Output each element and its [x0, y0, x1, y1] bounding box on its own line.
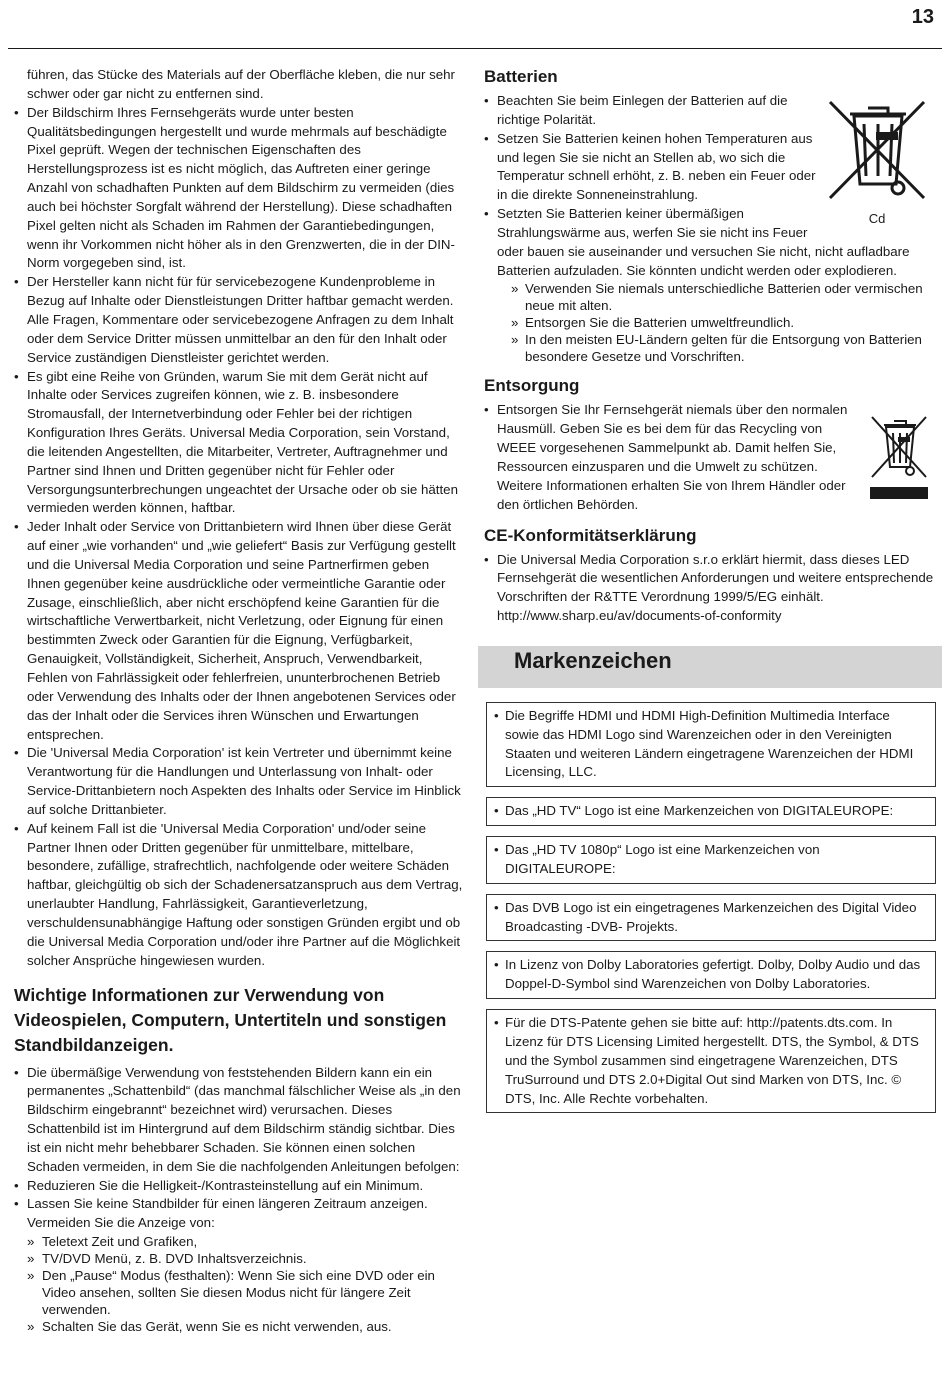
- trademark-box: • In Lizenz von Dolby Laboratories gefertigt. Dolby, Dolby Audio und das Doppel-D-Symbol sind Warenzeichen von Dolby Laboratories.: [486, 951, 936, 999]
- marken-heading: Markenzeichen: [514, 647, 672, 673]
- video-list: [14, 1064, 466, 1215]
- sub-list-item: » In den meisten EU-Ländern gelten für die Entsorgung von Batterien besondere Gesetze und Vorschriften.: [484, 331, 936, 365]
- header-rule: [8, 48, 942, 49]
- right-column: [484, 66, 936, 1123]
- trademark-box: • Das „HD TV“ Logo ist eine Markenzeichen von DIGITALEUROPE:: [486, 797, 936, 826]
- trademark-box: • Das „HD TV 1080p“ Logo ist eine Markenzeichen von DIGITALEUROPE:: [486, 836, 936, 884]
- ce-list: [484, 551, 936, 626]
- list-item: • Es gibt eine Reihe von Gründen, warum Sie mit dem Gerät nicht auf Inhalte oder Services zugreifen können, wie z. B. insbesondere Stromausfall, der Internetverbindung oder Fehler bei der richtigen Konfiguration Ihres Geräts. Universal Media Corporation, sein Vorstand, die leitenden Angestellten, die Mitarbeiter, Vertreter, Auftragnehmer und Partner sind Ihnen und Dritten gegenüber nicht für Fehler oder Versorgungsunterbrechungen ungeachtet der Ursache oder ob sie hätten vermieden werden können, haftbar.: [14, 368, 466, 519]
- list-item-continuation: führen, das Stücke des Materials auf der Oberfläche kleben, die nur sehr schwer oder gar nicht zu entfernen sind.: [27, 67, 455, 101]
- trademark-box: • Die Begriffe HDMI und HDMI High-Definition Multimedia Interface sowie das HDMI Logo sind Warenzeichen oder in den Vereinigten Staaten und weiteren Ländern eingetragene Warenzeichen der HDMI Licensing, LLC.: [486, 702, 936, 787]
- video-heading: Wichtige Informationen zur Verwendung von Videospielen, Computern, Untertiteln und sonstigen Standbildanzeigen.: [14, 984, 447, 1055]
- list-item: • Auf keinem Fall ist die 'Universal Media Corporation' und/oder seine Partner Ihnen oder Dritten gegenüber für unmittelbare, mittelbare, besondere, zufällige, strafrechtlich, nachfolgende oder weitere Schäden haftbar, gleichgültig ob sich der Schadenersatzanspruch aus dem Vertrag, unerlaubter Handlung, Fahrlässigkeit, Garantieverletzung, verschuldensunabhängige Haftung oder sonstigen Gründen ergibt und ob die Universal Media Corporation und/oder ihre Partner auf die Möglichkeit solcher Ansprüche hingewiesen wurden.: [14, 820, 466, 971]
- list-item: • Entsorgen Sie Ihr Fernsehgerät niemals über den normalen Hausmüll. Geben Sie es bei dem für das Recycling von WEEE vorgesehenen Sammelpunkt ab. Damit helfen Sie, Ressourcen einzusparen und die Umwelt zu schützen. Weitere Informationen erhalten Sie von Ihrem Händler oder den örtlichen Behörden.: [484, 401, 936, 514]
- list-item: • Die 'Universal Media Corporation' ist kein Vertreter und übernimmt keine Verantwortung für die Handlungen und Unterlassung von Inhalt- oder Service-Drittanbietern noch Aspekten des Inhalts oder Service im Hinblick auf solche Drittanbieter.: [14, 744, 466, 819]
- cd-label: Cd: [868, 210, 886, 226]
- sub-list-item: » TV/DVD Menü, z. B. DVD Inhaltsverzeichnis.: [14, 1250, 466, 1267]
- list-item: • Der Bildschirm Ihres Fernsehgeräts wurde unter besten Qualitätsbedingungen hergestellt und wurde mehrmals auf beschädigte Pixel geprüft. Wegen der technischen Eigenschaften des Herstellungsprozess ist es nicht möglich, das Auftreten einer geringe Anzahl von schadhaften Punkten auf dem Bildschirm zu vermeiden (dies auch bei höchster Sorgfalt während der Herstellung). Diese schadhaften Pixel gelten nicht als Schaden im Rahmen der Garantiebedingungen, wenn ihr Vorkommen nicht höher als in den Grenzwerten, die in der DIN-Norm vorgegeben sind, ist.: [14, 104, 466, 274]
- sub-list-item: » Verwenden Sie niemals unterschiedliche Batterien oder vermischen neue mit alten.: [484, 280, 936, 314]
- sub-list-item: » Schalten Sie das Gerät, wenn Sie es nicht verwenden, aus.: [14, 1318, 466, 1335]
- list-item: • Setzen Sie Batterien keinen hohen Temperaturen aus und legen Sie sie nicht an Stellen ab, wo sich die Temperatur schnell erhöht, z. B. neben ein Feuer oder in die direkte Sonneneinstrahlung.: [484, 130, 936, 205]
- page-number: 13: [911, 6, 934, 28]
- intro-list: [14, 66, 466, 971]
- list-item: • Die Universal Media Corporation s.r.o erklärt hiermit, dass dieses LED Fernsehgerät die wesentlichen Anforderungen und weitere entsprechende Vorschriften der R&TTE Verordnung 1999/5/EG einhält. http://www.sharp.eu/av/documents-of-conformity: [484, 551, 936, 626]
- list-item: • Beachten Sie beim Einlegen der Batterien auf die richtige Polarität.: [484, 92, 936, 130]
- marken-boxes: [484, 702, 936, 1114]
- batterien-heading: Batterien: [484, 67, 558, 86]
- trademark-box: • Das DVB Logo ist ein eingetragenes Markenzeichen des Digital Video Broadcasting -DVB- Projekts.: [486, 894, 936, 942]
- batterien-sub-list: [484, 280, 936, 365]
- list-item: • Die übermäßige Verwendung von feststehenden Bildern kann ein ein permanentes „Schattenbild“ (das manchmal fälschlicher Weise als „in den Bildschirm eingebrannt“ bezeichnet wird) verursachen. Dieses Schattenbild ist im Hintergrund auf dem Bildschirm ständig sichtbar. Dies ist ein nicht mehr behebbarer Schaden. Sie können einen solchen Schaden vermeiden, in dem Sie die nachfolgenden Anleitungen befolgen:: [14, 1064, 466, 1177]
- list-item: • Jeder Inhalt oder Service von Drittanbietern wird Ihnen über diese Gerät auf einer „wie vorhanden“ und „wie geliefert“ Basis zur Verfügung gestellt und die Universal Media Corporation und seine Partnerfirmen geben Ihnen gegenüber keine ausdrückliche oder vermeintliche Garantie oder Zusage, einschließlich, aber nicht erschöpfend keine Garantien für die wirtschaftliche Verwertbarkeit, nicht Verletzung, oder Eignung für einen bestimmten Zweck oder Garantien für die Eignung, Verfügbarkeit, Genauigkeit, Vollständigkeit, Sicherheit, Anspruch, Verwendbarkeit, Fehlen von Fahrlässigkeit oder fehlerfreien, ununterbrochenen Betrieb oder Verwendung des Inhalts oder der Ihnen angebotenen Services oder das der Inhalt oder die Services ihren Wünschen und Erwartungen entsprechen.: [14, 518, 466, 744]
- sub-list-item: » Entsorgen Sie die Batterien umweltfreundlich.: [484, 314, 936, 331]
- marken-title-bar: [478, 646, 942, 688]
- batterien-list: [484, 92, 936, 280]
- list-item: • Lassen Sie keine Standbilder für einen längeren Zeitraum anzeigen.: [14, 1195, 466, 1214]
- left-column: [14, 66, 466, 1335]
- ce-heading: CE-Konformitätserklärung: [484, 525, 697, 545]
- avoid-lead: Vermeiden Sie die Anzeige von:: [27, 1215, 215, 1231]
- entsorgung-list: [484, 401, 936, 514]
- sub-list-item: » Den „Pause“ Modus (festhalten): Wenn Sie sich eine DVD oder ein Video ansehen, sollten Sie diesen Modus nicht für längere Zeit verwenden.: [14, 1267, 466, 1318]
- trademark-box: • Für die DTS-Patente gehen sie bitte auf: http://patents.dts.com. In Lizenz für DTS Licensing Limited hergestellt. DTS, the Symbol, & DTS und the Symbol zusammen sind eingetragene Warenzeichen, DTS TruSurround und DTS 2.0+Digital Out sind Marken von DTS, Inc. © DTS, Inc. Alle Rechte vorbehalten.: [486, 1009, 936, 1113]
- sub-list-item: » Teletext Zeit und Grafiken,: [14, 1233, 466, 1250]
- list-item: • Reduzieren Sie die Helligkeit-/Kontrasteinstellung auf ein Minimum.: [14, 1177, 466, 1196]
- entsorgung-heading: Entsorgung: [484, 376, 580, 396]
- avoid-list: [14, 1233, 466, 1335]
- list-item: • Setzten Sie Batterien keiner übermäßigen Strahlungswärme aus, werfen Sie sie nicht ins Feuer oder bauen sie auseinander und versuchen Sie nicht, nicht aufladbare Batterien aufzuladen. Sie könnten undicht werden oder explodieren.: [484, 205, 936, 280]
- list-item: • Der Hersteller kann nicht für für servicebezogene Kundenprobleme in Bezug auf Inhalte oder Dienstleistungen Dritter haftbar gemacht werden. Alle Fragen, Kommentare oder servicebezogene Anfragen zu dem Inhalt oder dem Service Dritter müssen unmittelbar an den für den Inhalt oder Service zuständigen Dienstleister gerichtet werden.: [14, 273, 466, 367]
